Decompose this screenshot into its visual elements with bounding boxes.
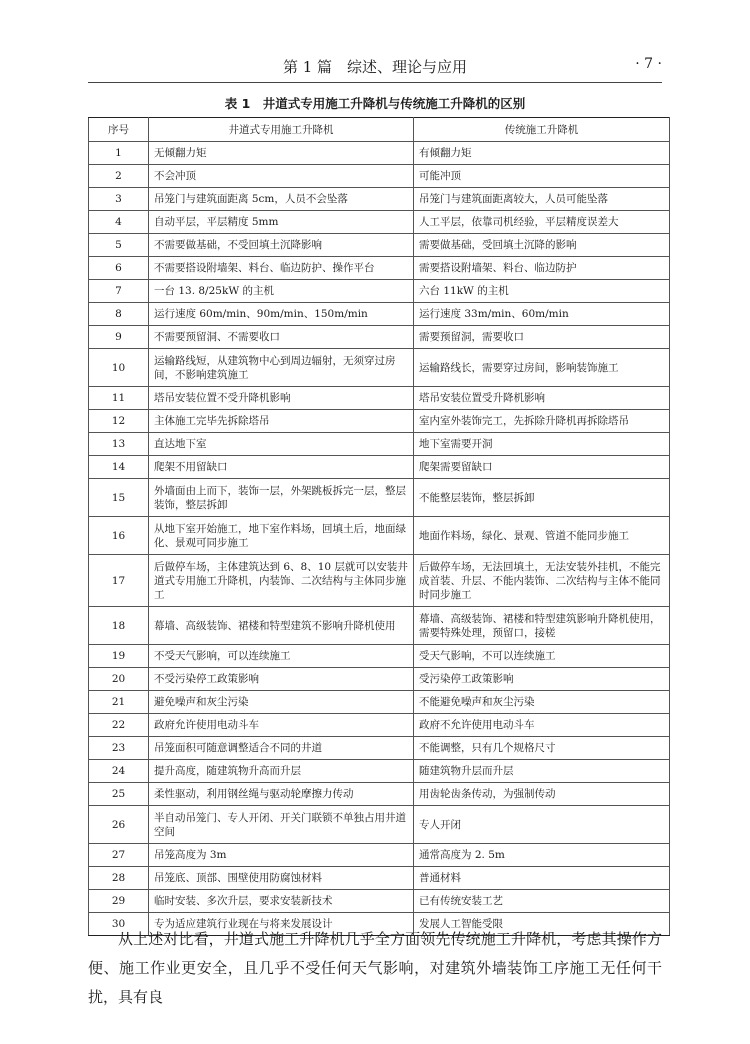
traditional-elevator-cell: 可能冲顶 — [414, 165, 670, 188]
table-row — [89, 517, 670, 555]
column-header-shaft-elevator: 井道式专用施工升降机 — [149, 118, 414, 142]
traditional-elevator-cell: 不能避免噪声和灰尘污染 — [414, 691, 670, 714]
table-row — [89, 737, 670, 760]
page-number: · 7 · — [635, 56, 662, 72]
row-number-cell: 7 — [89, 280, 149, 303]
table-row — [89, 410, 670, 433]
traditional-elevator-cell: 运行速度 33m/min、60m/min — [414, 303, 670, 326]
table-row — [89, 211, 670, 234]
table-row — [89, 760, 670, 783]
shaft-elevator-cell: 不会冲顶 — [149, 165, 414, 188]
traditional-elevator-cell: 运输路线长，需要穿过房间，影响装饰施工 — [414, 349, 670, 387]
traditional-elevator-cell: 受污染停工政策影响 — [414, 668, 670, 691]
shaft-elevator-cell: 不需要预留洞、不需要收口 — [149, 326, 414, 349]
row-number-cell: 3 — [89, 188, 149, 211]
row-number-cell: 27 — [89, 844, 149, 867]
row-number-cell: 8 — [89, 303, 149, 326]
table-row — [89, 844, 670, 867]
shaft-elevator-cell: 吊笼面积可随意调整适合不同的井道 — [149, 737, 414, 760]
table-row — [89, 234, 670, 257]
row-number-cell: 4 — [89, 211, 149, 234]
row-number-cell: 10 — [89, 349, 149, 387]
row-number-cell: 5 — [89, 234, 149, 257]
table-row — [89, 433, 670, 456]
traditional-elevator-cell: 发展人工智能受限 — [414, 913, 670, 936]
traditional-elevator-cell: 后做停车场，无法回填土，无法安装外挂机，不能完成首装、升层、不能内装饰、二次结构与主体不能同时同步施工 — [414, 555, 670, 607]
traditional-elevator-cell: 吊笼门与建筑面距离较大，人员可能坠落 — [414, 188, 670, 211]
traditional-elevator-cell: 政府不允许使用电动斗车 — [414, 714, 670, 737]
traditional-elevator-cell: 室内室外装饰完工，先拆除升降机再拆除塔吊 — [414, 410, 670, 433]
shaft-elevator-cell: 外墙面由上而下，装饰一层，外架跳板拆完一层，整层装饰，整层拆卸 — [149, 479, 414, 517]
row-number-cell: 21 — [89, 691, 149, 714]
column-header-traditional-elevator: 传统施工升降机 — [414, 118, 670, 142]
row-number-cell: 25 — [89, 783, 149, 806]
shaft-elevator-cell: 提升高度，随建筑物升高而升层 — [149, 760, 414, 783]
row-number-cell: 12 — [89, 410, 149, 433]
row-number-cell: 11 — [89, 387, 149, 410]
table-row — [89, 890, 670, 913]
row-number-cell: 26 — [89, 806, 149, 844]
shaft-elevator-cell: 自动平层，平层精度 5mm — [149, 211, 414, 234]
row-number-cell: 24 — [89, 760, 149, 783]
column-header-number: 序号 — [89, 118, 149, 142]
shaft-elevator-cell: 吊笼门与建筑面距离 5cm，人员不会坠落 — [149, 188, 414, 211]
traditional-elevator-cell: 专人开闭 — [414, 806, 670, 844]
table-caption: 表 1 井道式专用施工升降机与传统施工升降机的区别 — [224, 96, 526, 111]
row-number-cell: 1 — [89, 142, 149, 165]
row-number-cell: 16 — [89, 517, 149, 555]
shaft-elevator-cell: 无倾翻力矩 — [149, 142, 414, 165]
shaft-elevator-cell: 不需要搭设附墙架、料台、临边防护、操作平台 — [149, 257, 414, 280]
shaft-elevator-cell: 吊笼高度为 3m — [149, 844, 414, 867]
row-number-cell: 6 — [89, 257, 149, 280]
row-number-cell: 19 — [89, 645, 149, 668]
table-row — [89, 714, 670, 737]
row-number-cell: 29 — [89, 890, 149, 913]
traditional-elevator-cell: 地面作料场，绿化、景观、管道不能同步施工 — [414, 517, 670, 555]
shaft-elevator-cell: 从地下室开始施工，地下室作料场，回填土后，地面绿化、景观可同步施工 — [149, 517, 414, 555]
traditional-elevator-cell: 幕墙、高级装饰、裙楼和特型建筑影响升降机使用，需要特殊处理，预留口，接槎 — [414, 607, 670, 645]
table-row — [89, 188, 670, 211]
shaft-elevator-cell: 半自动吊笼门、专人开闭、开关门联锁不单独占用井道空间 — [149, 806, 414, 844]
table-row — [89, 303, 670, 326]
shaft-elevator-cell: 吊笼底、顶部、围壁使用防腐蚀材料 — [149, 867, 414, 890]
row-number-cell: 23 — [89, 737, 149, 760]
traditional-elevator-cell: 通常高度为 2. 5m — [414, 844, 670, 867]
traditional-elevator-cell: 有倾翻力矩 — [414, 142, 670, 165]
shaft-elevator-cell: 幕墙、高级装饰、裙楼和特型建筑不影响升降机使用 — [149, 607, 414, 645]
table-row — [89, 645, 670, 668]
table-row — [89, 806, 670, 844]
table-row — [89, 387, 670, 410]
table-row — [89, 280, 670, 303]
body-paragraph: 从上述对比看，井道式施工升降机几乎全方面领先传统施工升降机，考虑其操作方便、施工作业更安全，且几乎不受任何天气影响，对建筑外墙装饰工序施工无任何干扰，具有良 — [88, 930, 662, 1006]
table-row — [89, 456, 670, 479]
shaft-elevator-cell: 爬架不用留缺口 — [149, 456, 414, 479]
shaft-elevator-cell: 塔吊安装位置不受升降机影响 — [149, 387, 414, 410]
shaft-elevator-cell: 不受污染停工政策影响 — [149, 668, 414, 691]
traditional-elevator-cell: 需要搭设附墙架、料台、临边防护 — [414, 257, 670, 280]
table-row — [89, 867, 670, 890]
shaft-elevator-cell: 主体施工完毕先拆除塔吊 — [149, 410, 414, 433]
traditional-elevator-cell: 受天气影响，不可以连续施工 — [414, 645, 670, 668]
traditional-elevator-cell: 爬架需要留缺口 — [414, 456, 670, 479]
table-row — [89, 257, 670, 280]
row-number-cell: 22 — [89, 714, 149, 737]
table-row — [89, 349, 670, 387]
header-rule — [88, 82, 662, 83]
row-number-cell: 17 — [89, 555, 149, 607]
comparison-table — [88, 117, 670, 936]
table-body — [89, 142, 670, 936]
traditional-elevator-cell: 随建筑物升层而升层 — [414, 760, 670, 783]
shaft-elevator-cell: 运行速度 60m/min、90m/min、150m/min — [149, 303, 414, 326]
traditional-elevator-cell: 不能调整，只有几个规格尺寸 — [414, 737, 670, 760]
shaft-elevator-cell: 一台 13. 8/25kW 的主机 — [149, 280, 414, 303]
traditional-elevator-cell: 需要做基础，受回填土沉降的影响 — [414, 234, 670, 257]
table-row — [89, 691, 670, 714]
row-number-cell: 2 — [89, 165, 149, 188]
traditional-elevator-cell: 塔吊安装位置受升降机影响 — [414, 387, 670, 410]
shaft-elevator-cell: 后做停车场，主体建筑达到 6、8、10 层就可以安装井道式专用施工升降机，内装饰、二次结构与主体同步施工 — [149, 555, 414, 607]
traditional-elevator-cell: 需要预留洞，需要收口 — [414, 326, 670, 349]
traditional-elevator-cell: 已有传统安装工艺 — [414, 890, 670, 913]
row-number-cell: 18 — [89, 607, 149, 645]
table-row — [89, 783, 670, 806]
row-number-cell: 14 — [89, 456, 149, 479]
table-row — [89, 326, 670, 349]
row-number-cell: 30 — [89, 913, 149, 936]
table-row — [89, 165, 670, 188]
shaft-elevator-cell: 不受天气影响，可以连续施工 — [149, 645, 414, 668]
traditional-elevator-cell: 用齿轮齿条传动，为强制传动 — [414, 783, 670, 806]
traditional-elevator-cell: 人工平层，依靠司机经验，平层精度误差大 — [414, 211, 670, 234]
row-number-cell: 28 — [89, 867, 149, 890]
shaft-elevator-cell: 直达地下室 — [149, 433, 414, 456]
shaft-elevator-cell: 不需要做基础，不受回填土沉降影响 — [149, 234, 414, 257]
traditional-elevator-cell: 普通材料 — [414, 867, 670, 890]
shaft-elevator-cell: 柔性驱动，利用钢丝绳与驱动轮摩擦力传动 — [149, 783, 414, 806]
row-number-cell: 9 — [89, 326, 149, 349]
shaft-elevator-cell: 避免噪声和灰尘污染 — [149, 691, 414, 714]
traditional-elevator-cell: 六台 11kW 的主机 — [414, 280, 670, 303]
shaft-elevator-cell: 临时安装、多次升层，要求安装新技术 — [149, 890, 414, 913]
traditional-elevator-cell: 不能整层装饰，整层拆卸 — [414, 479, 670, 517]
table-header-row — [89, 118, 670, 142]
row-number-cell: 15 — [89, 479, 149, 517]
traditional-elevator-cell: 地下室需要开洞 — [414, 433, 670, 456]
shaft-elevator-cell: 运输路线短，从建筑物中心到周边辐射，无须穿过房间，不影响建筑施工 — [149, 349, 414, 387]
table-row — [89, 555, 670, 607]
shaft-elevator-cell: 政府允许使用电动斗车 — [149, 714, 414, 737]
shaft-elevator-cell: 专为适应建筑行业现在与将来发展设计 — [149, 913, 414, 936]
table-row — [89, 479, 670, 517]
table-row — [89, 142, 670, 165]
running-head — [88, 52, 662, 80]
row-number-cell: 20 — [89, 668, 149, 691]
table-row — [89, 607, 670, 645]
row-number-cell: 13 — [89, 433, 149, 456]
table-row — [89, 668, 670, 691]
running-head-title: 第 1 篇 综述、理论与应用 — [282, 57, 468, 76]
